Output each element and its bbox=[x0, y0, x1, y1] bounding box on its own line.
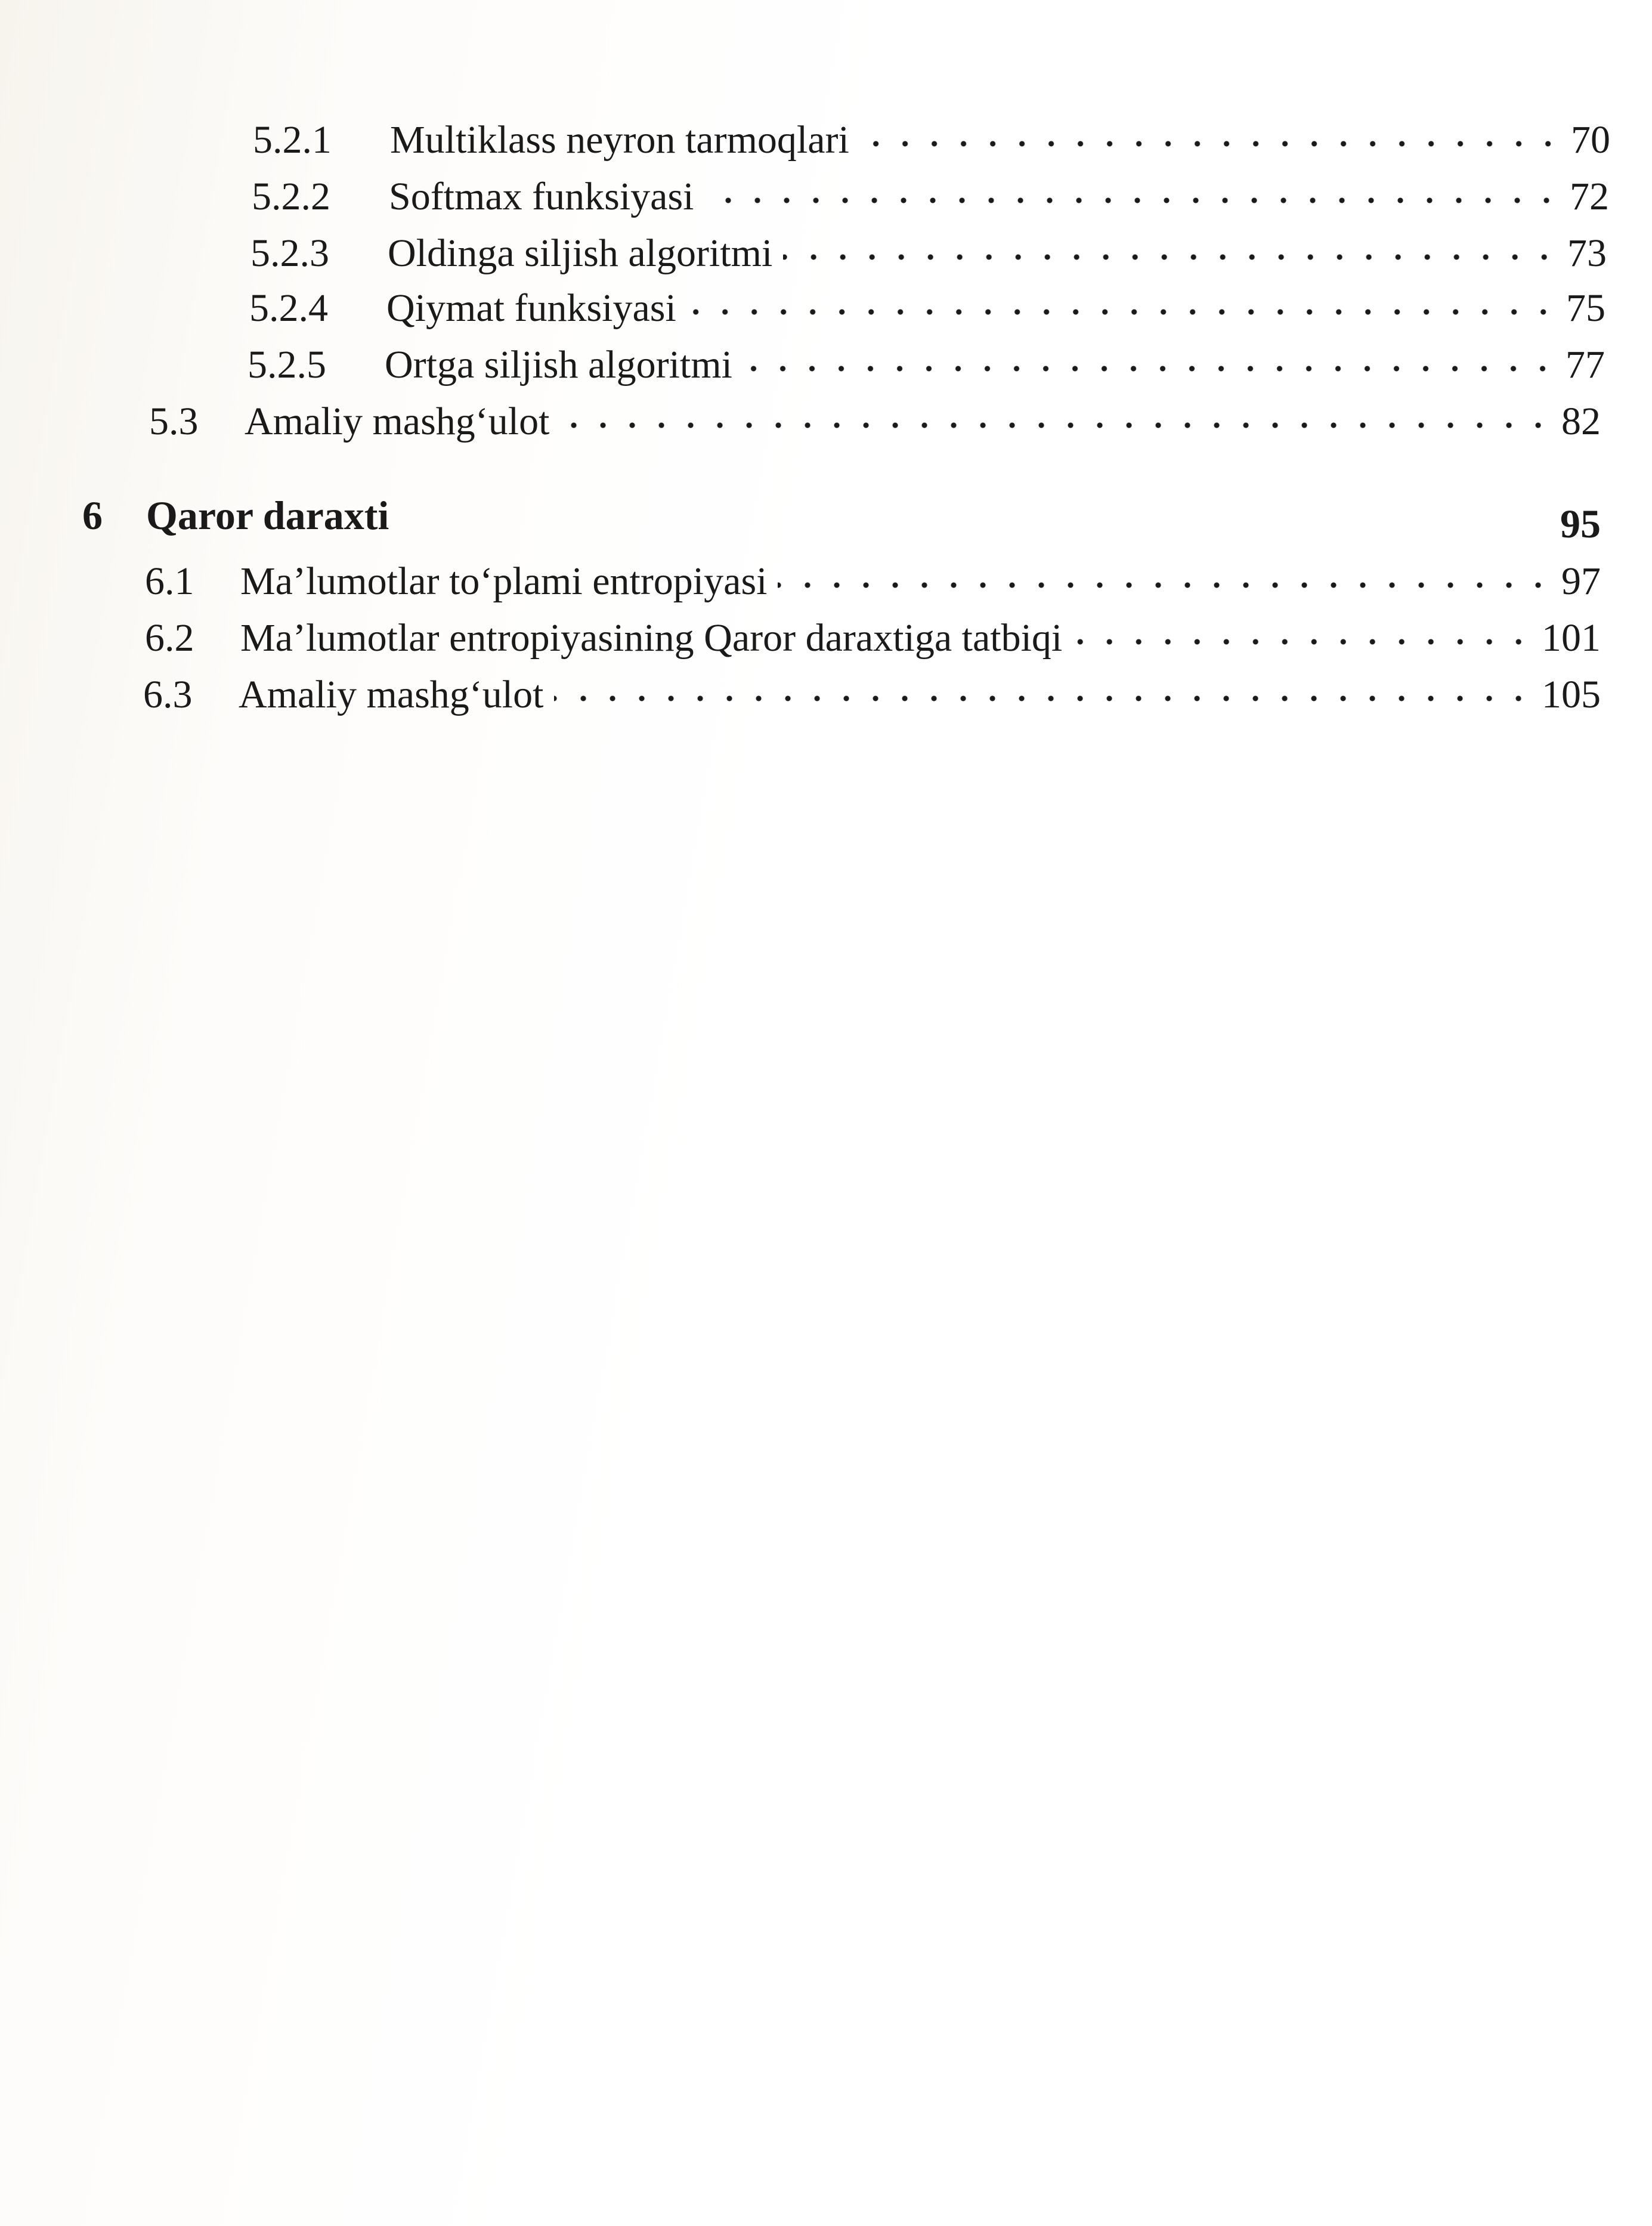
toc-entry-5-2-5[interactable] bbox=[248, 338, 1605, 385]
toc-entry-title: Ma’lumotlar to‘plami entropiyasi bbox=[240, 559, 768, 603]
toc-entry-number: 5.2.4 bbox=[249, 286, 328, 330]
toc-entry-6-2[interactable] bbox=[145, 611, 1601, 658]
toc-entry-page: 77 bbox=[1566, 343, 1605, 387]
dot-leader bbox=[687, 282, 1558, 321]
toc-entry-number: 5.2.5 bbox=[248, 343, 326, 387]
toc-entry-page: 73 bbox=[1567, 231, 1607, 275]
toc-entry-page: 101 bbox=[1542, 616, 1601, 660]
toc-chapter-title: Qaror daraxti bbox=[146, 493, 389, 538]
toc-entry-title: Qiymat funksiyasi bbox=[386, 286, 676, 330]
dot-leader bbox=[704, 170, 1561, 209]
toc-entry-number: 6.1 bbox=[145, 559, 194, 603]
dot-leader bbox=[743, 338, 1557, 378]
toc-chapter-number: 6 bbox=[82, 493, 103, 538]
toc-entry-page: 105 bbox=[1542, 673, 1601, 716]
toc-entry-page: 75 bbox=[1566, 286, 1605, 330]
toc-chapter-page: 95 bbox=[1560, 501, 1601, 546]
toc-entry-title: Ma’lumotlar entropiyasining Qaror daraxtiga tatbiqi bbox=[240, 616, 1063, 660]
toc-entry-title: Amaliy mashg‘ulot bbox=[245, 400, 550, 443]
dot-leader bbox=[560, 395, 1553, 434]
toc-entry-page: 72 bbox=[1570, 175, 1609, 218]
toc-entry-title: Multiklass neyron tarmoqlari bbox=[390, 118, 849, 162]
toc-chapter-6[interactable] bbox=[82, 493, 1601, 546]
toc-entry-title: Softmax funksiyasi bbox=[389, 175, 694, 218]
toc-entry-5-2-1[interactable] bbox=[253, 113, 1610, 160]
toc-entry-5-2-2[interactable] bbox=[252, 170, 1609, 217]
dot-leader bbox=[778, 555, 1553, 594]
toc-entry-number: 5.2.3 bbox=[250, 231, 329, 275]
toc-entry-5-2-3[interactable] bbox=[250, 227, 1607, 273]
toc-entry-number: 5.2.2 bbox=[252, 175, 330, 218]
toc-entry-page: 82 bbox=[1561, 400, 1601, 443]
toc-entry-page: 70 bbox=[1571, 118, 1610, 162]
toc-entry-number: 6.3 bbox=[143, 673, 193, 716]
toc-entry-number: 5.3 bbox=[149, 400, 199, 443]
dot-leader bbox=[860, 113, 1563, 153]
dot-leader bbox=[1073, 611, 1533, 651]
toc-entry-title: Ortga siljish algoritmi bbox=[385, 343, 732, 387]
toc-entry-page: 97 bbox=[1561, 559, 1601, 603]
toc-entry-number: 6.2 bbox=[145, 616, 194, 660]
toc-entry-5-2-4[interactable] bbox=[249, 282, 1605, 328]
toc-entry-5-3[interactable] bbox=[149, 395, 1601, 441]
toc-entry-number: 5.2.1 bbox=[253, 118, 332, 162]
toc-entry-title: Amaliy mashg‘ulot bbox=[239, 673, 544, 716]
toc-entry-6-3[interactable] bbox=[143, 668, 1601, 715]
toc-entry-6-1[interactable] bbox=[145, 555, 1601, 601]
dot-leader bbox=[554, 668, 1533, 707]
toc-entry-title: Oldinga siljish algoritmi bbox=[388, 231, 773, 275]
dot-leader bbox=[783, 227, 1559, 266]
